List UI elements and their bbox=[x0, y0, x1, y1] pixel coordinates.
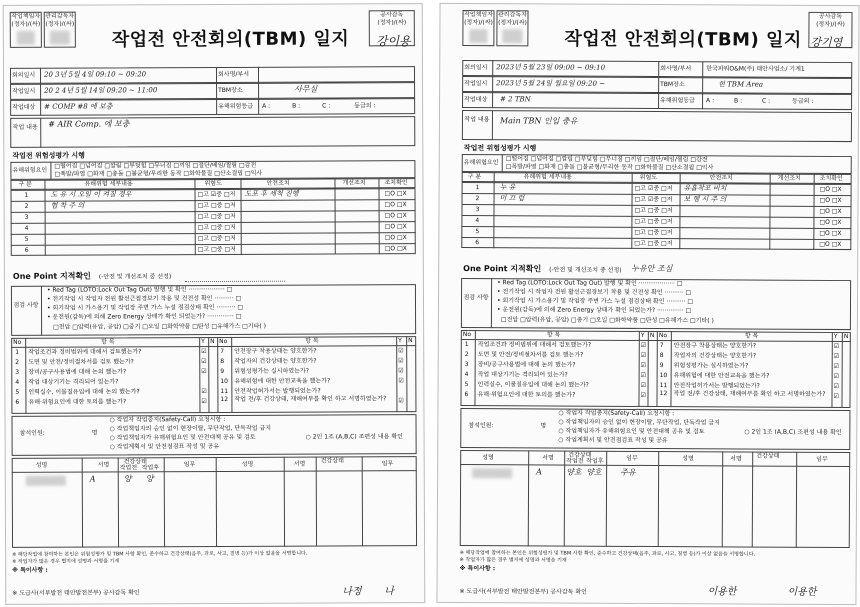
risk-row-no: 6 bbox=[24, 246, 29, 254]
tbm-place-value: 현 TBM Area bbox=[718, 80, 764, 89]
q-col-item: 항 목 bbox=[546, 331, 561, 339]
meeting-date-label: 회의일시 bbox=[11, 71, 36, 79]
author-sign-label: (정자)/(싸) bbox=[11, 20, 41, 28]
author-role-label: 작업책임자 bbox=[463, 11, 494, 19]
risk-row-level: □고 □중 □저 bbox=[197, 245, 236, 254]
participant-option: ○ 작업책임자의 승인 없이 현장이탈, 무단작업, 단독작업 금지 bbox=[558, 418, 720, 427]
participant-option: ○ 작업책임자가 유해위험요인 및 안전대책 공유 및 검토 bbox=[109, 433, 256, 442]
content-label: 작업 내용 bbox=[464, 116, 490, 124]
q-col-n-2: N bbox=[408, 337, 413, 345]
q-no: 4 bbox=[15, 378, 20, 386]
grade-other: 등급외 : bbox=[354, 102, 376, 110]
participant-option: ○ 작업자 작업중지(Safety-Call) 요청시항 : bbox=[109, 415, 226, 424]
q-no: 1 bbox=[15, 348, 20, 356]
q-no: 4 bbox=[464, 371, 469, 379]
risk-row-level: □고 □중 □저 bbox=[197, 223, 236, 232]
q-item: 작업 전/후 건강상태, 재해여부를 확인 하고 서명하였는가? bbox=[234, 395, 387, 403]
document-title: 작업전 안전회의(TBM) 일지 bbox=[111, 28, 350, 51]
sign-col-signature-2: 서명 bbox=[293, 460, 306, 468]
sign-col-duty: 임무 bbox=[183, 461, 196, 469]
risk-row-measure: 유흡착포 비치 bbox=[683, 184, 727, 193]
footnote: ※ 해당작업에 참여하는 본인은 위험성평가 및 TBM 사항 확인, 준수하고 건강상태(음주, 과로, 사고, 질병 등)가 이상 없음을 서명합니다. bbox=[459, 550, 756, 558]
check-item: • 전기작업 시 작업자 전원 활선근접경보기 착용 및 건전성 확인 ·········· □ bbox=[497, 288, 692, 297]
q-item: 위험성평가는 실시하였는가? bbox=[673, 362, 749, 370]
risk-row-measure: 도포 후 세척 진행 bbox=[244, 189, 299, 198]
q-item: 작업조건과 정비범위에 대해서 검토했는가? bbox=[28, 348, 142, 356]
q-yes: ☑ bbox=[640, 371, 647, 379]
risk-col-no: 구 분 bbox=[467, 173, 482, 181]
q-yes: ☑ bbox=[833, 392, 839, 401]
risk-row-level: □고 □중 □저 bbox=[634, 228, 673, 237]
risk-col-measure: 안전조치 bbox=[266, 179, 290, 187]
participants-label: 참석인원: bbox=[19, 429, 45, 437]
q-item: 장비/공구사용법에 대해 논의 했는가? bbox=[28, 368, 127, 376]
grade-c: C : bbox=[322, 102, 331, 110]
q-no: 6 bbox=[15, 398, 20, 406]
participant-note: ○ 2인 1조 (A,B,C) 조편성 내용 확인 bbox=[744, 428, 842, 437]
grade-c: C : bbox=[762, 97, 771, 105]
meeting-date-value: 20 3년 5월 4일 09:10 ~ 09:20 bbox=[43, 70, 147, 79]
risk-row-level: □고 □중 □저 bbox=[197, 234, 236, 243]
risk-row-level: □고 ☑중 □저 bbox=[197, 190, 236, 199]
q-item: 작업 전/후 건강상태, 재해여부를 확인 하고 서명하였는가? bbox=[673, 390, 826, 398]
q-item: 도면 및 안전/정비절차서를 검토 했는가? bbox=[477, 351, 584, 359]
q-col-y: Y bbox=[640, 331, 645, 339]
target-label: 작업대상 bbox=[464, 96, 488, 104]
check-item: • Red Tag (LOTO:Lock Out Tag Out) 발행 및 확인 ··················· □ bbox=[46, 285, 233, 294]
q-col-y-2: Y bbox=[833, 332, 838, 340]
sign-col-duty: 임무 bbox=[626, 454, 638, 462]
confirm-signature-1: 나정 bbox=[342, 586, 362, 598]
sign-col-health-2: 건강상태 bbox=[756, 452, 780, 460]
q-yes: ☑ bbox=[833, 372, 840, 381]
work-date-value: 20 2 4년 5월 14일 09:20 ~ 11:00 bbox=[44, 86, 158, 95]
risk-row-no: 4 bbox=[24, 224, 29, 232]
risk-row-check: □O □X bbox=[384, 223, 407, 231]
q-col-y-2: Y bbox=[398, 337, 402, 345]
risk-row-level: □고 □중 □저 bbox=[634, 206, 673, 215]
author-role-box bbox=[10, 12, 42, 48]
grade-other: 등급외 : bbox=[792, 97, 814, 105]
q-yes: ☑ bbox=[833, 352, 840, 361]
q-col-n: N bbox=[210, 337, 215, 346]
q-item: 작업조건과 정비범위에 대해서 검토했는가? bbox=[477, 341, 592, 349]
q-col-item-2: 항 목 bbox=[305, 337, 319, 345]
risk-row-detail: 도 유 시 오일 이 켜질 경우 bbox=[50, 190, 132, 199]
q-no: 9 bbox=[659, 362, 664, 370]
check-label: 점검 사항 bbox=[13, 301, 39, 309]
footnote: ※ 작업자가 많은 경우 별지에 성명과 서명을 기재 bbox=[12, 558, 120, 565]
sign-col-health-2: 건강상태 bbox=[320, 457, 344, 465]
grade-b: B : bbox=[734, 97, 743, 105]
sign-col-name-2: 성명 bbox=[682, 455, 694, 463]
document-title: 작업전 안전회의(TBM) 일지 bbox=[564, 28, 802, 51]
content-value: Main TBN 인입 충유 bbox=[499, 116, 578, 126]
q-no: 12 bbox=[220, 395, 229, 403]
q-yes: ☑ bbox=[201, 348, 207, 356]
participant-note: ○ 2인 1조 (A,B,C) 조편성 내용 확인 bbox=[305, 433, 403, 441]
sign-col-signature-2: 서명 bbox=[730, 455, 742, 463]
q-yes: ☑ bbox=[201, 358, 207, 366]
risk-row-level: □고 ☑중 □저 bbox=[634, 195, 673, 204]
sign-col-health: 건강상태 bbox=[123, 458, 147, 466]
risk-row-no: 4 bbox=[475, 217, 480, 225]
manager-role-box bbox=[44, 12, 76, 48]
author-redacted-name bbox=[469, 29, 487, 43]
grade-a: A : bbox=[262, 102, 271, 110]
meeting-date-value: 2023년 5월 23일 09:00 ~ 09:10 bbox=[496, 63, 606, 72]
q-item: 작업자의 건강상태는 양호한가? bbox=[673, 352, 757, 360]
risk-col-detail: 유해위험 세부내용 bbox=[523, 173, 572, 181]
q-no: 6 bbox=[464, 391, 469, 399]
q-item: 작업 대상기기는 격리되어 있는가? bbox=[28, 378, 119, 386]
q-no: 2 bbox=[464, 351, 469, 359]
supervisor-confirm-label: ※ 도급사(서부발전 태안발전본부) 공사감독 확인 bbox=[12, 589, 140, 597]
q-yes: ☑ bbox=[201, 368, 207, 376]
sign-col-after: 작업후 bbox=[141, 464, 160, 472]
special-notes-label: ※ 특이사항 : bbox=[459, 565, 496, 573]
target-value: # 2 TBN bbox=[500, 95, 531, 104]
signer-duty: 주유 bbox=[620, 467, 636, 477]
risk-grade-label: 유해위험등급 bbox=[660, 97, 695, 105]
risk-col-check: 조치확인 bbox=[384, 179, 408, 187]
supervision-signature: 강이용 bbox=[375, 34, 411, 49]
supervision-sign-label: (정자)/(싸) bbox=[377, 19, 407, 27]
q-item: 안전장구 착용상태는 양호한가? bbox=[673, 342, 757, 350]
sign-col-signature: 서명 bbox=[97, 461, 110, 469]
risk-row-no: 2 bbox=[24, 202, 29, 210]
author-role-box bbox=[462, 10, 494, 46]
q-col-n: N bbox=[649, 332, 655, 340]
risk-row-no: 6 bbox=[475, 239, 480, 247]
one-point-note: (-안전 및 개선조치 중 선정) bbox=[549, 266, 622, 274]
q-no: 11 bbox=[220, 387, 229, 395]
signer-health-before: 양 bbox=[123, 474, 132, 484]
risk-row-level: □고 ☑중 □저 bbox=[634, 184, 673, 193]
risk-row-detail: 누 유 bbox=[499, 183, 516, 192]
q-no: 5 bbox=[464, 381, 469, 389]
signer-redacted-name bbox=[472, 468, 512, 478]
company-label: 회사명/부서 bbox=[217, 70, 250, 78]
risk-row-no: 3 bbox=[24, 213, 29, 221]
risk-row-level: □고 □중 □저 bbox=[197, 212, 236, 221]
q-yes: ☑ bbox=[398, 397, 404, 405]
one-point-title: One Point 지적확인 bbox=[12, 271, 91, 281]
q-no: 10 bbox=[220, 377, 228, 385]
participant-option: ○ 작업책임자의 승인 없이 현장이탈, 무단작업, 단독작업 금지 bbox=[109, 424, 272, 433]
q-yes: ☑ bbox=[201, 388, 207, 396]
signer-redacted-name bbox=[26, 476, 66, 486]
risk-row-check: □O □X bbox=[384, 234, 407, 242]
content-label: 작업 내용 bbox=[12, 123, 38, 131]
q-yes: ☑ bbox=[398, 367, 404, 375]
risk-row-check: □O □X bbox=[819, 207, 842, 216]
grade-a: A : bbox=[706, 97, 715, 105]
manager-redacted-name bbox=[50, 31, 70, 45]
risk-row-level: □고 □중 □저 bbox=[634, 217, 673, 226]
q-yes: ☑ bbox=[833, 362, 840, 371]
target-label: 작업대상 bbox=[12, 103, 36, 111]
manager-role-label: 관리감독자 bbox=[497, 11, 528, 19]
check-label: 점검 사항 bbox=[463, 294, 489, 302]
q-item: 인력실수, 이물질유입에 대해 논의 했는가? bbox=[28, 388, 140, 396]
risk-row-check: □O □X bbox=[819, 196, 842, 205]
author-sign-label: (정자)/(싸) bbox=[464, 19, 493, 27]
participants-label: 참석인원: bbox=[468, 422, 494, 430]
risk-row-measure: 보 행 시 주 의 bbox=[683, 195, 727, 204]
content-value: # AIR Comp. 에 보충 bbox=[48, 119, 130, 129]
risk-row-check: □O □X bbox=[384, 245, 407, 253]
risk-factors-line1: □떨어짐 □넘어짐 □깔림 □부딪힘 □무너짐 □끼임 □절단/베임/찔림 □감전 bbox=[54, 161, 257, 170]
check-item: • 전기작업 시 작업자 전원 활선근접경보기 착용 및 건전성 확인 ·········· □ bbox=[46, 294, 242, 303]
risk-factors-line2: □폭발/파열 □화재 □충돌 □불균형/무리한 동작 □화학물질 □산소결핍 □익사 bbox=[505, 163, 714, 172]
sign-col-health: 건강상태 bbox=[568, 451, 592, 459]
tbm-place-label: TBM장소 bbox=[218, 86, 243, 94]
sign-col-duty-2: 임무 bbox=[816, 455, 828, 463]
sign-col-after: 작업후 bbox=[586, 457, 604, 465]
risk-row-check: □O □X bbox=[384, 212, 407, 220]
q-yes: ☑ bbox=[640, 391, 646, 399]
target-value: # COMP #8 에 보충 bbox=[44, 102, 113, 111]
q-col-no: No bbox=[462, 331, 472, 339]
q-item: 장비/공구사용법에 대해 논의 했는가? bbox=[477, 361, 576, 369]
q-no: 10 bbox=[659, 372, 668, 380]
confirm-signature-1: 이용한 bbox=[707, 586, 737, 598]
q-item: 작업 대상기기는 격리되어 있는가? bbox=[477, 371, 568, 379]
q-yes: ☑ bbox=[201, 398, 207, 406]
risk-row-check: □O □X bbox=[819, 185, 842, 194]
check-energy-types: □전압 □압력(유압, 공압) □중기 □오일 □화학약품 □탄성 □유해가스 □기타( ) bbox=[500, 316, 714, 325]
risk-col-check: 조치확인 bbox=[819, 174, 843, 183]
q-item: 위험성평가는 실시하였는가? bbox=[234, 367, 309, 375]
q-item: 안전장구 착용상태는 양호한가? bbox=[234, 347, 317, 355]
company-value: 한국파워O&M(주) 태안사업소/ 기계1 bbox=[706, 65, 805, 73]
signer-team: A bbox=[89, 474, 96, 484]
manager-role-label: 관리감독자 bbox=[45, 12, 75, 20]
tbm-place-label: TBM장소 bbox=[660, 81, 685, 89]
signer-health-before: 양호 bbox=[566, 467, 582, 477]
q-col-no-2: No bbox=[219, 337, 228, 345]
footnote: ※ 작업자가 많은 경우 별지에 성명과 서명을 기재 bbox=[459, 557, 567, 564]
risk-row-level: □고 □중 □저 bbox=[197, 201, 236, 210]
q-item: 유해·위험요인에 대한 토의를 했는가? bbox=[477, 391, 576, 399]
signer-health-after: 양 bbox=[145, 474, 154, 484]
risk-factors-line1: □떨어짐 □넘어짐 □깔림 □부딪힘 □무너짐 □끼임 □절단/베임/찔림 □감전 bbox=[505, 155, 708, 164]
risk-row-no: 3 bbox=[475, 206, 480, 214]
tbm-log-sheet-left bbox=[3, 3, 426, 605]
q-no: 1 bbox=[464, 341, 469, 349]
q-yes: ☑ bbox=[640, 351, 647, 359]
q-col-n-2: N bbox=[843, 333, 849, 341]
risk-row-check: □O □X bbox=[819, 240, 842, 249]
q-no: 8 bbox=[220, 357, 225, 365]
risk-factors-line2: □폭발/파열 □화재 □충돌 □불균형/무리한 동작 □화학물질 □산소결핍 □익사 bbox=[54, 169, 263, 178]
grade-b: B : bbox=[292, 102, 301, 110]
sign-col-name: 성명 bbox=[482, 454, 494, 462]
work-date-label: 작업일시 bbox=[464, 80, 488, 88]
q-item: 유해위험에 대한 안전교육을 했는가? bbox=[673, 372, 770, 380]
risk-row-check: □O □X bbox=[384, 190, 407, 198]
risk-row-check: □O □X bbox=[819, 218, 842, 227]
signer-team: A bbox=[536, 467, 542, 477]
risk-col-detail: 유해위험 세부내용 bbox=[84, 180, 133, 188]
check-item: • 회기작업 시 가스용기 및 작업장 주변 가스 누설 점검상태 확인 ·········· □ bbox=[496, 297, 694, 306]
q-no: 8 bbox=[659, 352, 664, 360]
sign-col-before: 작업전 bbox=[566, 457, 584, 465]
sign-col-name-2: 성명 bbox=[241, 460, 254, 468]
risk-section-title: 작업전 위험성평가 시행 bbox=[463, 144, 537, 153]
sign-col-signature: 서명 bbox=[542, 454, 554, 462]
supervision-label: 공사감독 bbox=[380, 11, 404, 19]
q-no: 5 bbox=[15, 388, 20, 396]
risk-row-no: 5 bbox=[24, 235, 29, 243]
q-no: 9 bbox=[220, 367, 225, 375]
author-redacted-name bbox=[17, 31, 35, 45]
participant-option: ○ 작업책임자가 유해위험요인 및 안전대책 공유 및 검토 bbox=[558, 427, 705, 436]
q-item: 도면 및 안전/정비절차서를 검토 했는가? bbox=[28, 358, 134, 366]
risk-col-level: 위험도 bbox=[204, 179, 222, 188]
risk-row-no: 2 bbox=[475, 195, 480, 203]
supervision-label: 공사감독 bbox=[818, 12, 843, 21]
risk-grade-label: 유해위험등급 bbox=[218, 102, 253, 110]
q-no: 3 bbox=[15, 368, 20, 376]
participant-option: ○ 작업계획서 및 안전점검표 작성 및 공유 bbox=[109, 442, 220, 451]
risk-col-improve: 개선조치 bbox=[342, 179, 366, 187]
work-date-value: 2023년 5월 24일 월요일 09:20 ~ bbox=[496, 79, 606, 88]
q-item: 인력실수, 이물질유입에 대해 논의 했는가? bbox=[477, 381, 589, 389]
signer-health-after: 양호 bbox=[586, 467, 602, 477]
company-label: 회사명/부서 bbox=[660, 65, 692, 73]
q-yes: ☑ bbox=[640, 381, 646, 389]
q-no: 11 bbox=[659, 382, 668, 390]
one-point-value: 누유안 조심 bbox=[631, 263, 673, 274]
q-col-y: Y bbox=[201, 338, 205, 346]
q-item: 유해·위험요인에 대한 토의를 했는가? bbox=[28, 398, 127, 406]
work-date-label: 작업일시 bbox=[12, 87, 36, 95]
one-point-title: One Point 지적확인 bbox=[463, 264, 542, 274]
risk-row-check: □O □X bbox=[384, 201, 407, 209]
q-item: 유해위험에 대한 안전교육을 했는가? bbox=[234, 377, 331, 385]
risk-col-no: 구 분 bbox=[18, 180, 32, 188]
q-yes: ☑ bbox=[398, 377, 404, 385]
participant-option: ○ 작업자 작업중지(Safety-Call) 요청시항 : bbox=[558, 409, 675, 418]
participants-unit: 명 bbox=[540, 422, 547, 430]
q-item: 안전작업허가서는 발행되었는가? bbox=[234, 387, 321, 395]
risk-factor-label: 유해위험요인 bbox=[12, 166, 48, 174]
manager-sign-label: (정자)/(싸) bbox=[498, 19, 527, 27]
check-item: • 운전원(감독)에 의해 Zero Energy 상태가 확인 되었는가? ·············· □ bbox=[496, 306, 692, 315]
confirm-signature-2: 이용한 bbox=[787, 586, 817, 598]
risk-col-level: 위험도 bbox=[639, 173, 658, 182]
q-col-no: No bbox=[13, 338, 22, 346]
q-yes: ☑ bbox=[398, 357, 404, 365]
confirm-signature-2: 나 bbox=[384, 586, 394, 598]
risk-col-measure: 안전조치 bbox=[709, 174, 733, 182]
sign-col-duty-2: 임무 bbox=[381, 460, 394, 468]
risk-col-improve: 개선조치 bbox=[777, 174, 801, 182]
manager-role-box bbox=[496, 10, 528, 46]
footnote: ※ 해당작업에 참여하는 본인은 위험성평가 및 TBM 사항 확인, 준수하고 건강상태(음주, 과로, 사고, 질병 등)가 이상 없음을 서명합니다. bbox=[12, 550, 308, 558]
q-no: 3 bbox=[464, 361, 469, 369]
q-col-item-2: 항 목 bbox=[744, 332, 759, 340]
check-item: • 운전원(감독)에 의해 Zero Energy 상태가 확인 되었는가? ·············· □ bbox=[47, 312, 242, 321]
q-no: 2 bbox=[15, 358, 20, 366]
supervisor-confirm-label: ※ 도급사(서부발전 태안발전본부) 공사감독 확인 bbox=[459, 588, 587, 596]
risk-row-detail: 협 착 주 의 bbox=[50, 201, 85, 210]
risk-factor-label: 유해위험요인 bbox=[463, 159, 499, 167]
q-yes: ☑ bbox=[398, 347, 404, 355]
q-no: 7 bbox=[220, 347, 225, 355]
supervision-sign-label: (정자)/(싸) bbox=[816, 20, 845, 29]
q-col-no-2: No bbox=[658, 332, 668, 340]
risk-row-detail: 미 끄 럼 bbox=[499, 194, 525, 203]
q-yes: ☑ bbox=[640, 361, 647, 369]
q-yes: ☑ bbox=[640, 341, 647, 349]
q-yes: ☑ bbox=[833, 342, 840, 351]
q-col-item: 항 목 bbox=[101, 338, 115, 346]
supervision-signature: 강기영 bbox=[810, 35, 843, 50]
sign-col-name: 성명 bbox=[35, 461, 48, 469]
sign-col-before: 작업전 bbox=[119, 464, 138, 472]
one-point-note: (-안전 및 개선조치 중 선정) bbox=[98, 273, 172, 281]
check-item: • 회기작업 시 가스용기 및 작업장 주변 가스 누설 점검상태 확인 ·········· □ bbox=[47, 303, 244, 312]
risk-row-no: 1 bbox=[475, 184, 480, 192]
special-notes-label: ※ 특이사항 : bbox=[12, 566, 48, 574]
participants-unit: 명 bbox=[91, 429, 98, 437]
risk-row-level: □고 □중 □저 bbox=[634, 239, 673, 248]
q-item: 안전작업허가서는 발행되었는가? bbox=[673, 382, 760, 390]
risk-section-title: 작업전 위험성평가 시행 bbox=[12, 151, 85, 160]
risk-row-check: □O □X bbox=[819, 229, 842, 238]
risk-row-no: 5 bbox=[475, 228, 480, 236]
manager-redacted-name bbox=[502, 29, 522, 43]
manager-sign-label: (정자)/(싸) bbox=[45, 20, 75, 28]
author-role-label: 작업책임자 bbox=[11, 12, 41, 20]
risk-row-no: 1 bbox=[24, 191, 29, 199]
check-energy-types: □전압 □압력(유압, 공압) □중기 □오일 □화학약품 □탄성 □유해가스 □기타( ) bbox=[53, 322, 267, 331]
participant-option: ○ 작업계획서 및 안전점검표 작성 및 공유 bbox=[558, 436, 668, 445]
tbm-place-value: 사무실 bbox=[294, 84, 318, 94]
meeting-date-label: 회의일시 bbox=[464, 64, 488, 72]
q-no: 7 bbox=[659, 342, 664, 350]
q-yes: ☑ bbox=[833, 382, 839, 391]
check-item: • Red Tag (LOTO:Lock Out Tag Out) 발행 및 확인 ··················· □ bbox=[497, 279, 683, 288]
q-no: 12 bbox=[659, 390, 668, 398]
tbm-log-sheet-right bbox=[436, 3, 859, 605]
q-item: 작업자의 건강상태는 양호한가? bbox=[234, 357, 317, 365]
